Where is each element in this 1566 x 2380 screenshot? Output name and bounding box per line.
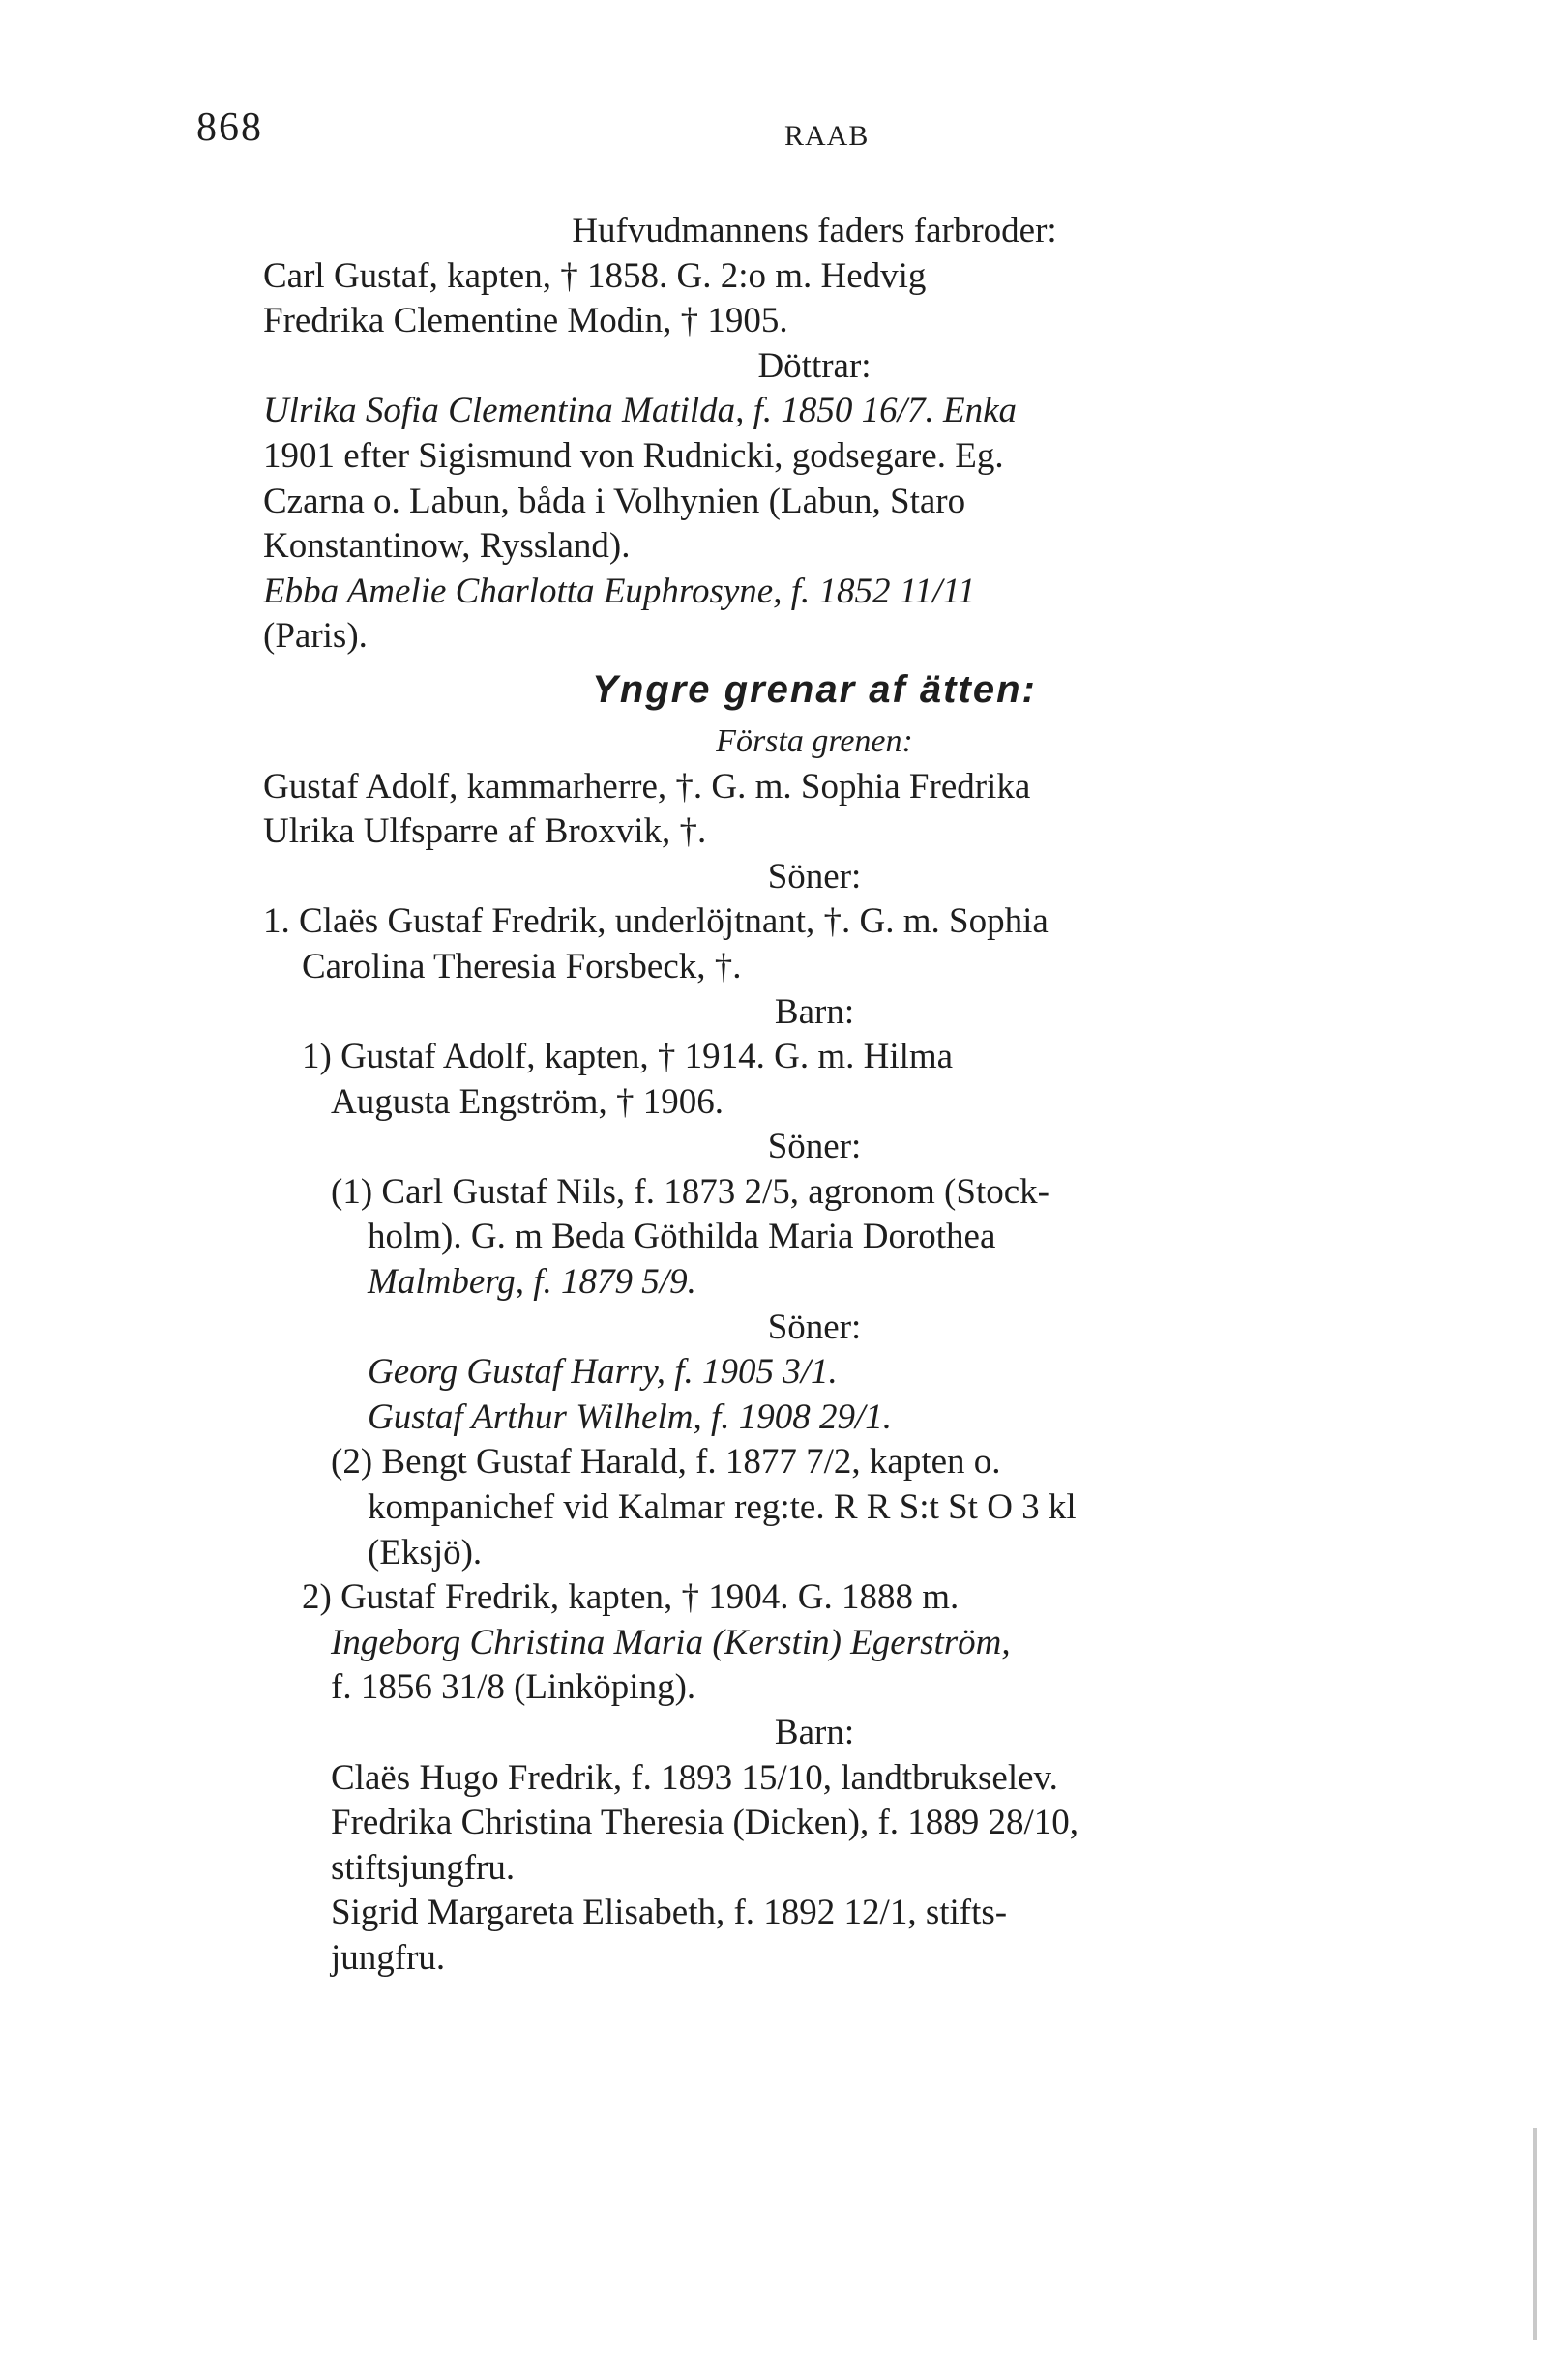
text-line: Sigrid Margareta Elisabeth, f. 1892 12/1, stifts-	[331, 1893, 1008, 1933]
text-line: Ulrika Ulfsparre af Broxvik, †.	[263, 811, 707, 852]
text-line: 1901 efter Sigismund von Rudnicki, godsegare. Eg.	[263, 435, 1004, 476]
text-line: Georg Gustaf Harry, f. 1905 3/1.	[368, 1352, 838, 1393]
text-line: Ebba Amelie Charlotta Euphrosyne, f. 1852 11/11	[263, 571, 976, 611]
text-line: (2) Bengt Gustaf Harald, f. 1877 7/2, kapten o.	[331, 1442, 1001, 1483]
text-line: Ingeborg Christina Maria (Kerstin) Egerström,	[331, 1622, 1011, 1662]
page-number: 868	[196, 105, 263, 150]
text-line: 2) Gustaf Fredrik, kapten, † 1904. G. 1888 m.	[302, 1577, 960, 1618]
text-line: Fredrika Christina Theresia (Dicken), f. 1889 28/10,	[331, 1803, 1079, 1843]
text-line: (Paris).	[263, 616, 368, 657]
subheading-line: Söner:	[767, 1127, 862, 1167]
subheading-line: Barn:	[774, 1713, 855, 1752]
text-line: kompanichef vid Kalmar reg:te. R R S:t St O 3 kl	[368, 1487, 1077, 1528]
section-heading: Yngre grenar af ätten:	[592, 667, 1037, 711]
text-line: jungfru.	[331, 1937, 446, 1978]
text-line: Konstantinow, Ryssland).	[263, 526, 631, 567]
subheading-line: Barn:	[774, 991, 855, 1032]
text-line: Malmberg, f. 1879 5/9.	[368, 1262, 696, 1303]
scan-edge-mark	[1533, 2128, 1537, 2340]
text-line: 1. Claës Gustaf Fredrik, underlöjtnant, †. G. m. Sophia	[263, 901, 1049, 942]
subheading-line: Hufvudmannens faders farbroder:	[572, 211, 1057, 250]
text-line: holm). G. m Beda Göthilda Maria Dorothea	[368, 1217, 996, 1257]
text-line: Czarna o. Labun, båda i Volhynien (Labun, Staro	[263, 481, 966, 521]
text-line: Fredrika Clementine Modin, † 1905.	[263, 301, 788, 341]
text-line: Claës Hugo Fredrik, f. 1893 15/10, landtbrukselev.	[331, 1757, 1058, 1798]
text-line: stiftsjungfru.	[331, 1847, 516, 1888]
text-line: Carl Gustaf, kapten, † 1858. G. 2:o m. Hedvig	[263, 255, 927, 296]
subheading-line: Söner:	[767, 856, 862, 896]
subheading-line: Första grenen:	[716, 722, 913, 759]
page-header	[196, 104, 1415, 162]
text-line: Ulrika Sofia Clementina Matilda, f. 1850 16/7. Enka	[263, 391, 1017, 431]
text-line: (Eksjö).	[368, 1532, 483, 1572]
text-line: (1) Carl Gustaf Nils, f. 1873 2/5, agronom (Stock-	[331, 1171, 1049, 1212]
text-line: Augusta Engström, † 1906.	[331, 1081, 724, 1122]
text-line: f. 1856 31/8 (Linköping).	[331, 1667, 696, 1708]
text-line: Gustaf Arthur Wilhelm, f. 1908 29/1.	[368, 1396, 893, 1437]
text-line: Carolina Theresia Forsbeck, †.	[302, 946, 742, 986]
subheading-line: Söner:	[767, 1307, 862, 1347]
text-line: Gustaf Adolf, kammarherre, †. G. m. Sophia Fredrika	[263, 766, 1031, 807]
text-line: 1) Gustaf Adolf, kapten, † 1914. G. m. Hilma	[302, 1037, 954, 1077]
running-head: RAAB	[784, 120, 870, 152]
genealogy-text	[263, 209, 1424, 1982]
subheading-line: Döttrar:	[757, 345, 872, 386]
